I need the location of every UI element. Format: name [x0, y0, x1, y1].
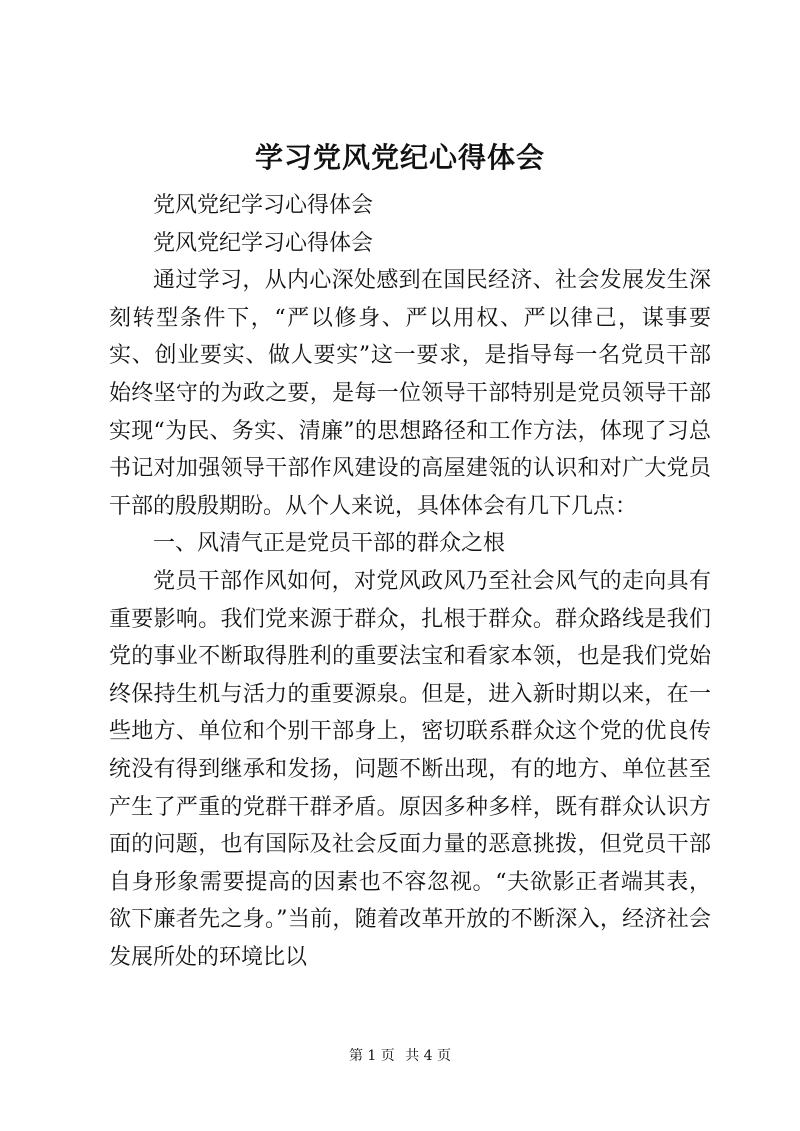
- paragraph-subtitle-1: 党风党纪学习心得体会: [153, 193, 374, 218]
- document-body: [109, 187, 711, 976]
- section-heading-1: 一、风清气正是党员干部的群众之根: [153, 531, 506, 557]
- page-footer: [0, 1046, 800, 1066]
- page-total: 共 4 页: [405, 1048, 452, 1064]
- page-number: 第 1 页: [348, 1048, 395, 1064]
- paragraph-subtitle-2: 党风党纪学习心得体会: [153, 230, 374, 256]
- paragraph-intro: 通过学习，从内心深处感到在国民经济、社会发展发生深刻转型条件下，“严以修身、严以用权、严以律己，谋事要实、创业要实、做人要实”这一要求，是指导每一名党员干部始终坚守的为政之要，是每一位领导干部特别是党员领导干部实现“为民、务实、清廉”的思想路径和工作方法，体现了习总书记对加强领导干部作风建设的高屋建瓴的认识和对广大党员干部的殷殷期盼。从个人来说，具体体会有几下几点：: [109, 268, 711, 519]
- document-title: 学习党风党纪心得体会: [254, 141, 545, 174]
- paragraph-section-1: 党员干部作风如何，对党风政风乃至社会风气的走向具有重要影响。我们党来源于群众，扎根于群众。群众路线是我们党的事业不断取得胜利的重要法宝和看家本领，也是我们党始终保持生机与活力的重要源泉。但是，进入新时期以来，在一些地方、单位和个别干部身上，密切联系群众这个党的优良传统没有得到继承和发扬，问题不断出现，有的地方、单位甚至产生了严重的党群干群矛盾。原因多种多样，既有群众认识方面的问题，也有国际及社会反面力量的恶意挑拨，但党员干部自身形象需要提高的因素也不容忽视。“夫欲影正者端其表，欲下廉者先之身。”当前，随着改革开放的不断深入，经济社会发展所处的环境比以: [109, 568, 711, 970]
